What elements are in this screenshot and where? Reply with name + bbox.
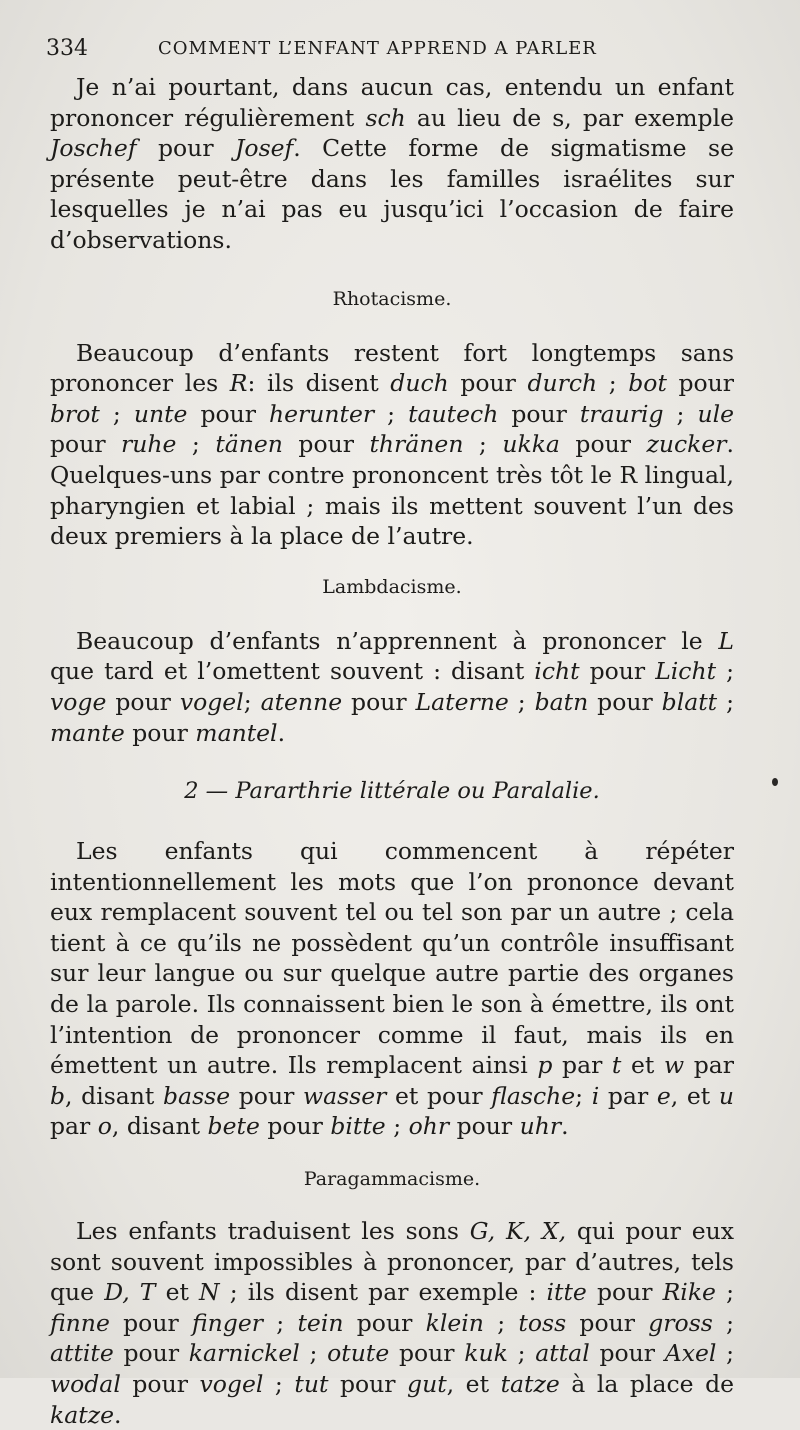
section-heading-pararthrie: 2 — Pararthrie littérale ou Paralalie. bbox=[184, 778, 600, 805]
text-run: qui pour eux sont souvent impossibles à prononcer, par d’autres, tels que bbox=[50, 1217, 735, 1307]
text-run: pour bbox=[50, 430, 122, 459]
italic-word: attal bbox=[535, 1339, 590, 1368]
italic-word: ukka bbox=[502, 430, 560, 459]
text-run: pour bbox=[579, 657, 656, 686]
italic-word: bot bbox=[628, 369, 667, 398]
italic-word: karnickel bbox=[188, 1339, 300, 1368]
text-run: pour bbox=[498, 399, 580, 428]
text-run: et bbox=[155, 1278, 200, 1307]
text-run: , et bbox=[446, 1370, 501, 1398]
section-heading-rhotacisme: Rhotacisme. bbox=[332, 287, 452, 310]
text-run: pour bbox=[328, 1370, 408, 1398]
italic-word: gross bbox=[648, 1308, 713, 1337]
text-run: pour bbox=[187, 399, 270, 428]
italic-word: brot bbox=[50, 399, 100, 428]
text-run: ; bbox=[243, 687, 261, 716]
italic-word: atenne bbox=[260, 687, 343, 716]
italic-word: itte bbox=[546, 1278, 587, 1307]
italic-word: ohr bbox=[408, 1112, 450, 1141]
text-run: ; bbox=[716, 657, 735, 686]
italic-word: wodal bbox=[50, 1370, 121, 1398]
text-run: pour bbox=[342, 687, 416, 716]
paragraph-pararthrie bbox=[50, 836, 734, 1142]
italic-word: N bbox=[199, 1278, 220, 1307]
text-run: pour bbox=[589, 1339, 665, 1368]
ink-speck bbox=[772, 778, 778, 786]
page-header bbox=[46, 36, 736, 62]
italic-word: sch bbox=[365, 103, 406, 132]
italic-word: ruhe bbox=[121, 430, 177, 459]
italic-word: kuk bbox=[464, 1339, 508, 1368]
text-run: , et bbox=[670, 1081, 719, 1110]
italic-word: wasser bbox=[302, 1081, 387, 1110]
paragraph-rhotacisme bbox=[50, 338, 734, 552]
italic-word: traurig bbox=[579, 399, 664, 428]
text-run: pour bbox=[106, 687, 180, 716]
italic-word: p bbox=[537, 1051, 553, 1080]
text-run: ; bbox=[483, 1308, 519, 1337]
italic-word: e bbox=[656, 1081, 671, 1110]
italic-word: thränen bbox=[369, 430, 464, 459]
italic-word: Axel bbox=[664, 1339, 717, 1368]
italic-word: G, K, X, bbox=[469, 1217, 567, 1246]
italic-word: voge bbox=[50, 687, 107, 716]
italic-word: mante bbox=[50, 718, 125, 747]
text-run: que tard et l’omettent souvent : disant bbox=[50, 657, 535, 686]
text-run: pour bbox=[586, 1278, 663, 1307]
italic-word: mantel bbox=[195, 718, 278, 747]
text-run: ; bbox=[712, 1308, 735, 1337]
text-run: ; bbox=[507, 1339, 536, 1368]
italic-word: gut bbox=[407, 1370, 447, 1398]
text-run: ; bbox=[385, 1112, 409, 1141]
italic-word: L bbox=[718, 626, 734, 655]
text-run: et pour bbox=[386, 1081, 492, 1110]
text-run: pour bbox=[448, 369, 528, 398]
italic-word: tänen bbox=[215, 430, 283, 459]
text-run: pour bbox=[136, 134, 236, 163]
text-run: par bbox=[684, 1051, 734, 1080]
text-run: . bbox=[113, 1400, 122, 1429]
text-run: pour bbox=[113, 1339, 189, 1368]
body-text bbox=[50, 72, 734, 1430]
italic-word: Laterne bbox=[415, 687, 509, 716]
italic-word: klein bbox=[425, 1308, 484, 1337]
italic-word: katze bbox=[50, 1400, 114, 1429]
text-run: pour bbox=[282, 430, 370, 459]
text-run: pour bbox=[559, 430, 647, 459]
text-run: Les enfants traduisent les sons bbox=[76, 1217, 470, 1246]
italic-word: Rike bbox=[662, 1278, 716, 1307]
text-run: ; bbox=[508, 687, 535, 716]
italic-word: icht bbox=[534, 657, 580, 686]
italic-word: vogel bbox=[179, 687, 244, 716]
italic-word: duch bbox=[390, 369, 449, 398]
italic-word: attite bbox=[50, 1339, 114, 1368]
italic-word: Joschef bbox=[50, 134, 137, 163]
text-run: et bbox=[621, 1051, 664, 1080]
text-run: Beaucoup d’enfants restent fort longtemps sans prononcer les bbox=[50, 338, 734, 398]
italic-word: D, T bbox=[104, 1278, 156, 1307]
text-run: ; bbox=[575, 1081, 592, 1110]
text-run: : ils disent bbox=[247, 369, 391, 398]
text-run: pour bbox=[566, 1308, 649, 1337]
italic-word: toss bbox=[518, 1308, 567, 1337]
italic-word: blatt bbox=[661, 687, 718, 716]
text-run: , disant bbox=[111, 1112, 208, 1141]
italic-word: o bbox=[97, 1112, 112, 1141]
text-run: pour bbox=[389, 1339, 465, 1368]
italic-word: basse bbox=[163, 1081, 231, 1110]
italic-word: finger bbox=[191, 1308, 263, 1337]
text-run: pour bbox=[588, 687, 662, 716]
running-title: COMMENT L’ENFANT APPREND A PARLER bbox=[158, 38, 597, 59]
italic-word: ule bbox=[697, 399, 735, 428]
text-run: Beaucoup d’enfants n’apprennent à prononcer le bbox=[76, 626, 719, 655]
text-run: ; bbox=[263, 1370, 295, 1398]
text-run: pour bbox=[109, 1308, 192, 1337]
italic-word: zucker bbox=[646, 430, 727, 459]
text-run: ; bbox=[663, 399, 698, 428]
italic-word: tein bbox=[297, 1308, 344, 1337]
text-run: pour bbox=[343, 1308, 426, 1337]
italic-word: bitte bbox=[330, 1112, 386, 1141]
italic-word: w bbox=[663, 1051, 685, 1080]
paragraph-paragammacisme bbox=[50, 1216, 734, 1430]
italic-word: finne bbox=[50, 1308, 110, 1337]
italic-word: i bbox=[591, 1081, 600, 1110]
paragraph-sigmatisme bbox=[50, 72, 734, 256]
italic-word: tut bbox=[294, 1370, 329, 1398]
text-run: ; bbox=[299, 1339, 328, 1368]
text-run: pour bbox=[259, 1112, 331, 1141]
section-heading-paragammacisme: Paragammacisme. bbox=[303, 1168, 481, 1191]
text-run: ; bbox=[99, 399, 134, 428]
text-run: , disant bbox=[65, 1081, 164, 1110]
text-run: . bbox=[561, 1112, 569, 1141]
text-run: ; bbox=[717, 687, 734, 716]
page-number: 334 bbox=[46, 36, 88, 61]
text-run: pour bbox=[666, 369, 735, 398]
text-run: pour bbox=[230, 1081, 303, 1110]
italic-word: unte bbox=[133, 399, 188, 428]
text-run: ; bbox=[176, 430, 216, 459]
text-run: ; bbox=[716, 1339, 735, 1368]
italic-word: Josef bbox=[235, 134, 294, 163]
text-run: Les enfants qui commencent à répéter intentionnellement les mots que l’on prononce devant eux remplacent souvent tel ou tel son par un autre ; cela tient à ce qu’ils ne possèdent qu’un contrôle insuffisant sur leur langue ou sur quelque autre partie des organes de la parole. Ils connaissent bien le son à émettre, ils ont l’intention de prononcer comme il faut, mais ils en émettent un autre. Ils remplacent ainsi bbox=[50, 837, 734, 1080]
text-run: par bbox=[599, 1081, 657, 1110]
italic-word: otute bbox=[327, 1339, 390, 1368]
italic-word: u bbox=[718, 1081, 734, 1110]
italic-word: tatze bbox=[500, 1370, 560, 1398]
paragraph-lambdacisme bbox=[50, 626, 734, 748]
italic-word: Licht bbox=[655, 657, 717, 686]
italic-word: durch bbox=[527, 369, 598, 398]
italic-word: bete bbox=[207, 1112, 260, 1141]
text-run: ; bbox=[715, 1278, 734, 1307]
text-run: à la place de bbox=[559, 1370, 735, 1398]
text-run: par bbox=[552, 1051, 612, 1080]
italic-word: tautech bbox=[408, 399, 499, 428]
text-run: . Quelques-uns par contre prononcent très tôt le R lingual, pharyngien et labial ; mais ils mettent souvent l’un des deux premiers à la place de l’autre. bbox=[50, 430, 734, 551]
text-run: par bbox=[50, 1112, 98, 1141]
italic-word: b bbox=[50, 1081, 66, 1110]
text-run: . bbox=[277, 718, 286, 747]
italic-word: vogel bbox=[199, 1370, 264, 1398]
text-run: ; bbox=[262, 1308, 298, 1337]
text-run: pour bbox=[120, 1370, 200, 1398]
italic-word: uhr bbox=[519, 1112, 562, 1141]
text-run: pour bbox=[449, 1112, 520, 1141]
section-heading-lambdacisme: Lambdacisme. bbox=[322, 575, 462, 598]
italic-word: herunter bbox=[269, 399, 375, 428]
italic-word: R bbox=[229, 369, 248, 398]
text-run: ; bbox=[597, 369, 629, 398]
text-run: ; bbox=[374, 399, 409, 428]
text-run: ; bbox=[463, 430, 503, 459]
italic-word: batn bbox=[534, 687, 589, 716]
italic-word: t bbox=[611, 1051, 622, 1080]
text-run: ; ils disent par exemple : bbox=[219, 1278, 547, 1307]
italic-word: flasche bbox=[491, 1081, 576, 1110]
text-run: au lieu de s, par exemple bbox=[405, 103, 734, 132]
text-run: . Cette forme de sigmatisme se présente peut-être dans les familles israélites sur lesquelles je n’ai pas eu jusqu’ici l’occasion de faire d’observations. bbox=[50, 134, 734, 254]
text-run: Je n’ai pourtant, dans aucun cas, entendu un enfant prononcer régulièrement bbox=[50, 73, 734, 132]
text-run: pour bbox=[124, 718, 196, 747]
